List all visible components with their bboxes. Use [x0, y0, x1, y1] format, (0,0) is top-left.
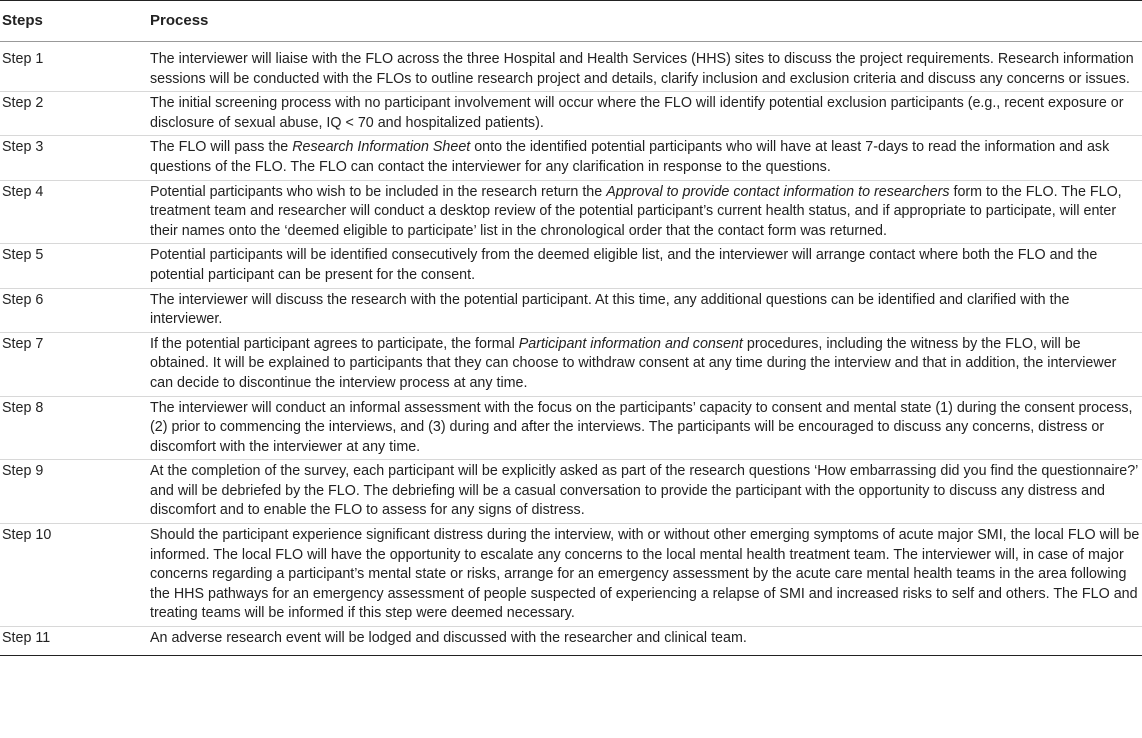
table-header — [0, 1, 1142, 42]
process-description — [150, 524, 1142, 627]
table-row — [0, 244, 1142, 288]
process-text: onto the identified potential participants who will have at least 7-days to read the information and ask questions of the FLO. The FLO can contact the interviewer for any clarification in response to the questions. — [150, 139, 1110, 175]
process-text: The FLO will pass the — [150, 139, 293, 156]
table-body — [0, 42, 1142, 656]
table-row — [0, 42, 1142, 92]
process-text: An adverse research event will be lodged and discussed with the researcher and clinical team. — [150, 630, 747, 647]
table-row — [0, 524, 1142, 627]
step-label: Step 1 — [0, 42, 150, 92]
process-text: The interviewer will liaise with the FLO across the three Hospital and Health Services (HHS) sites to discuss the project requirements. Research information sessions will be conducted with the FLOs to outline research project and details, clarify inclusion and exclusion criteria and discuss any concerns or issues. — [150, 51, 1134, 87]
table-row — [0, 396, 1142, 460]
process-text: Should the participant experience significant distress during the interview, with or without other emerging symptoms of acute major SMI, the local FLO will be informed. The local FLO will have the opportunity to escalate any concerns to the local mental health treatment team. The interviewer will, in case of major concerns regarding a participant’s mental state or risks, arrange for an emergency assessment by the acute care mental health teams in the area following the HHS pathways for an emergency assessment of people suspected of experiencing a relapse of SMI and increased risks to self and others. The FLO and treating teams will be informed if this step were deemed necessary. — [150, 527, 1140, 622]
process-text: procedures, including the witness by the FLO, will be obtained. It will be explained to participants that they can choose to withdraw consent at any time during the interview and that in addition, the interviewer can decide to discontinue the interview process at any time. — [150, 335, 1117, 391]
step-label: Step 7 — [0, 332, 150, 396]
table-row — [0, 332, 1142, 396]
process-text: Potential participants will be identified consecutively from the deemed eligible list, and the interviewer will arrange contact where both the FLO and the potential participant can be present for the consent. — [150, 247, 1098, 283]
header-row — [0, 1, 1142, 42]
step-label: Step 2 — [0, 92, 150, 136]
process-description — [150, 288, 1142, 332]
step-label: Step 8 — [0, 396, 150, 460]
step-label: Step 6 — [0, 288, 150, 332]
process-text: If the potential participant agrees to participate, the formal — [150, 335, 519, 352]
process-description — [150, 136, 1142, 180]
table-row — [0, 288, 1142, 332]
process-text: The interviewer will conduct an informal assessment with the focus on the participants’ capacity to consent and mental state (1) during the consent process, (2) prior to commencing the interviews, and (3) during and after the interviews. The participants will be encouraged to discuss any concerns, distress or discomfort with the interviewer at any time. — [150, 399, 1133, 455]
table-row — [0, 180, 1142, 244]
header-process: Process — [150, 1, 1142, 42]
process-text: Potential participants who wish to be included in the research return the — [150, 183, 607, 200]
process-text: At the completion of the survey, each participant will be explicitly asked as part of the research questions ‘How embarrassing did you find the questionnaire?’ and will be debriefed by the FLO. The debriefing will be a casual conversation to provide the participant with the opportunity to discuss any distress and discomfort and to enable the FLO to assess for any signs of distress. — [150, 463, 1138, 519]
step-label: Step 9 — [0, 460, 150, 524]
table-row — [0, 460, 1142, 524]
step-label: Step 10 — [0, 524, 150, 627]
process-description — [150, 42, 1142, 92]
table-row — [0, 92, 1142, 136]
process-description — [150, 460, 1142, 524]
step-label: Step 3 — [0, 136, 150, 180]
process-text: The initial screening process with no participant involvement will occur where the FLO will identify potential exclusion participants (e.g., recent exposure or disclosure of sexual abuse, IQ < 70 and hospitalized patients). — [150, 95, 1124, 131]
step-label: Step 4 — [0, 180, 150, 244]
italic-document-title: Participant information and consent — [518, 335, 743, 352]
process-description — [150, 92, 1142, 136]
process-text: The interviewer will discuss the research with the potential participant. At this time, any additional questions can be identified and clarified with the interviewer. — [150, 291, 1070, 328]
process-description — [150, 244, 1142, 288]
step-label: Step 5 — [0, 244, 150, 288]
italic-document-title: Approval to provide contact information to researchers — [606, 183, 950, 200]
table-row — [0, 136, 1142, 180]
process-description — [150, 332, 1142, 396]
process-description — [150, 180, 1142, 244]
process-text: form to the FLO. The FLO, treatment team and researcher will conduct a desktop review of the potential participant’s current health status, and if appropriate to participate, will enter their names onto the ‘deemed eligible to participate’ list in the chronological order that the contact form was returned. — [150, 183, 1122, 239]
process-description — [150, 396, 1142, 460]
step-label: Step 11 — [0, 627, 150, 656]
table-row — [0, 627, 1142, 656]
process-description — [150, 627, 1142, 656]
header-steps: Steps — [0, 1, 150, 42]
italic-document-title: Research Information Sheet — [292, 139, 471, 156]
